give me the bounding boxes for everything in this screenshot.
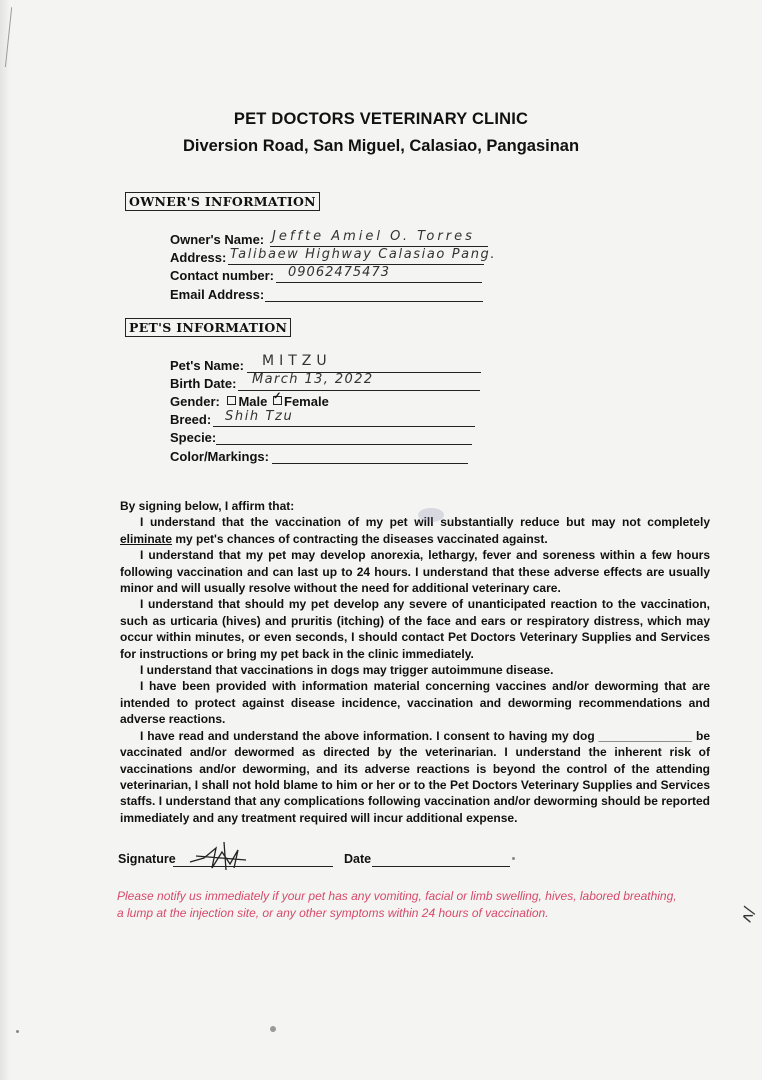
consent-paragraph-4: I understand that vaccinations in dogs may trigger autoimmune disease. <box>140 663 554 678</box>
consent-p1-b: my pet's chances of contracting the diseases vaccinated against. <box>172 531 548 546</box>
birth-date-label: Birth Date: <box>170 376 237 391</box>
date-label: Date <box>344 852 372 866</box>
gender-label: Gender: <box>170 394 220 409</box>
page-edge <box>0 0 10 1080</box>
email-label: Email Address: <box>170 287 265 302</box>
pet-name-value: MITZU <box>262 353 332 369</box>
consent-paragraph-3: I understand that should my pet develop any severe of unanticipated reaction to the vaccination, such as urticaria (hives) and pruritis (itching) of the face and ears or respiratory distress, which may occur within minutes, or even seconds, I should contact Pet Doctors Veterinary Supplies and Services for instructions or bring my pet back in the clinic immediately. <box>120 597 710 661</box>
address-label: Address: <box>170 250 227 265</box>
signature-scribble <box>186 838 266 872</box>
address-value: Talibaew Highway Calasiao Pang. <box>230 247 497 262</box>
email-line[interactable] <box>265 301 483 302</box>
consent-paragraph-6: I have read and understand the above information. I consent to having my dog ______________ be vaccinated and/or dewormed as directed by the veterinarian. I understand the inherent risk of vaccinations and/or deworming, and its adverse reactions is beyond the control of the attending veterinarian, I shall not hold blame to him or her or to the Pet Doctors Veterinary Supplies and Services staffs. I understand that any complications following vaccination and/or deworming should be reported immediately and any treatment required will incur additional expense. <box>120 728 710 825</box>
breed-label: Breed: <box>170 412 212 427</box>
specie-label: Specie: <box>170 430 217 445</box>
gender-male-label: Male <box>238 394 268 409</box>
ink-smudge <box>270 1026 276 1032</box>
owner-section-title: OWNER'S INFORMATION <box>125 192 320 211</box>
ink-smudge <box>418 508 444 522</box>
gender-male-checkbox[interactable] <box>227 396 236 405</box>
breed-value: Shih Tzu <box>225 409 294 424</box>
contact-line[interactable] <box>276 282 482 283</box>
vaccination-notice: Please notify us immediately if your pet has any vomiting, facial or limb swelling, hives, labored breathing, a lump at the injection site, or any other symptoms within 24 hours of vaccination. <box>117 889 677 920</box>
consent-paragraph-5: I have been provided with information material concerning vaccines and/or deworming that are intended to protect against disease incidence, vaccination and deworming recommendations and adverse reactions. <box>120 679 710 727</box>
breed-line[interactable] <box>213 426 475 427</box>
ink-dot <box>512 857 515 860</box>
pet-name-label: Pet's Name: <box>170 358 244 373</box>
consent-p1-a: I understand that the vaccination of my pet will substantially reduce but may not completely <box>140 515 710 530</box>
specie-line[interactable] <box>216 444 472 445</box>
birth-date-value: March 13, 2022 <box>252 372 374 387</box>
clinic-name: PET DOCTORS VETERINARY CLINIC <box>233 110 529 128</box>
consent-text <box>120 498 710 826</box>
consent-paragraph-2: I understand that my pet may develop anorexia, lethargy, fever and soreness within a few hours following vaccination and can last up to 24 hours. I understand that these adverse effects are usually minor and will usually resolve without the need for additional veterinary care. <box>120 548 710 596</box>
owner-name-value: Jeffte Amiel O. Torres <box>272 229 475 244</box>
date-line[interactable] <box>372 866 510 867</box>
consent-p1-underlined: eliminate <box>120 531 173 546</box>
contact-label: Contact number: <box>170 268 274 283</box>
color-markings-line[interactable] <box>272 463 468 464</box>
clinic-address: Diversion Road, San Miguel, Calasiao, Pangasinan <box>182 137 580 155</box>
contact-value: 09062475473 <box>288 265 390 280</box>
pet-section-title: PET'S INFORMATION <box>125 318 291 337</box>
color-markings-label: Color/Markings: <box>170 449 269 464</box>
gender-female-checkbox[interactable] <box>273 396 282 405</box>
signature-label: Signature <box>118 852 176 866</box>
gender-female-label: Female <box>284 394 329 409</box>
consent-paragraph-1 <box>120 514 710 547</box>
margin-mark: ʌ/ <box>735 904 759 925</box>
consent-intro: By signing below, I affirm that: <box>120 499 295 513</box>
ink-dot <box>16 1030 19 1033</box>
owner-name-label: Owner's Name: <box>170 232 265 247</box>
gender-row <box>170 394 329 409</box>
